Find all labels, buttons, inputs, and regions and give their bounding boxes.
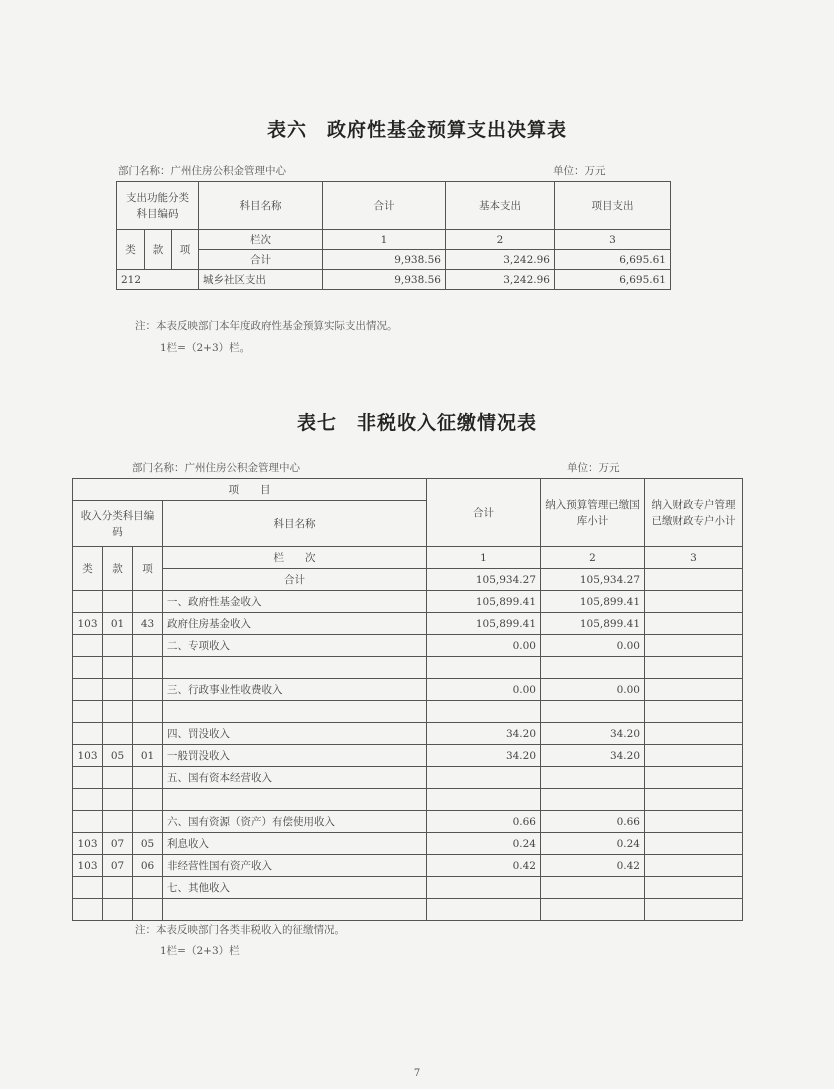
- row-col2: 105,899.41: [541, 591, 645, 613]
- row-name: [163, 789, 427, 811]
- row-total: [427, 701, 541, 723]
- row-col3: [645, 723, 743, 745]
- row-col2: [541, 789, 645, 811]
- row-lei: 103: [73, 855, 103, 877]
- row-xiang: [133, 811, 163, 833]
- row-name: 政府住房基金收入: [163, 613, 427, 635]
- table6-row-code: 212: [117, 270, 199, 290]
- row-col3: [645, 767, 743, 789]
- row-name: 利息收入: [163, 833, 427, 855]
- row-total: 0.24: [427, 833, 541, 855]
- table6-header-name: 科目名称: [199, 182, 323, 230]
- row-col2: 0.00: [541, 635, 645, 657]
- row-kuan: [103, 767, 133, 789]
- row-lei: [73, 723, 103, 745]
- table-row: [73, 767, 743, 789]
- table7-col3: 3: [645, 547, 743, 569]
- table-row: [73, 569, 743, 591]
- row-xiang: [133, 701, 163, 723]
- row-col3: [645, 833, 743, 855]
- table6-row-name: 城乡社区支出: [199, 270, 323, 290]
- table6-sum-row: [117, 250, 671, 270]
- row-name: [163, 899, 427, 921]
- row-name: 合计: [163, 569, 427, 591]
- table7-lanci-label: 栏 次: [163, 547, 427, 569]
- row-total: [427, 877, 541, 899]
- table7-col2: 2: [541, 547, 645, 569]
- table7-lanci-row: [73, 547, 743, 569]
- table6-unit: 单位：万元: [553, 165, 606, 177]
- row-total: [427, 899, 541, 921]
- table6-header-total: 合计: [323, 182, 446, 230]
- row-total: [427, 657, 541, 679]
- row-col2: 0.42: [541, 855, 645, 877]
- table6-sum-project: 6,695.61: [555, 250, 671, 270]
- row-lei: 103: [73, 613, 103, 635]
- row-kuan: [103, 877, 133, 899]
- row-name: 一、政府性基金收入: [163, 591, 427, 613]
- table6-header-row: [117, 182, 671, 230]
- table7-header-name: 科目名称: [163, 501, 427, 547]
- table-row: [73, 877, 743, 899]
- row-col2: 105,899.41: [541, 613, 645, 635]
- row-xiang: [133, 657, 163, 679]
- table7-col1: 1: [427, 547, 541, 569]
- table7-header-code: 收入分类科目编码: [73, 501, 163, 547]
- table6-header-kuan: 款: [145, 230, 172, 270]
- row-kuan: [103, 591, 133, 613]
- table6-title: 表六 政府性基金预算支出决算表: [266, 119, 567, 141]
- table6-row-total: 9,938.56: [323, 270, 446, 290]
- row-kuan: 01: [103, 613, 133, 635]
- row-total: 34.20: [427, 723, 541, 745]
- row-lei: [73, 591, 103, 613]
- table-row: [73, 635, 743, 657]
- table-row: [73, 833, 743, 855]
- table7-header-kuan: 款: [103, 547, 133, 591]
- table6-sum-basic: 3,242.96: [446, 250, 555, 270]
- row-col3: [645, 679, 743, 701]
- table7-note-1: 注：本表反映部门各类非税收入的征缴情况。: [135, 924, 345, 936]
- row-kuan: [103, 657, 133, 679]
- table7-dept-name: 部门名称：广州住房公积金管理中心: [132, 462, 300, 474]
- table-row: [73, 613, 743, 635]
- row-kuan: 07: [103, 833, 133, 855]
- row-xiang: [133, 877, 163, 899]
- row-name: 五、国有资本经营收入: [163, 767, 427, 789]
- row-xiang: 43: [133, 613, 163, 635]
- table7-note-2: 1栏=（2+3）栏: [160, 945, 240, 957]
- row-kuan: [103, 789, 133, 811]
- row-col3: [645, 811, 743, 833]
- table6-header-basic: 基本支出: [446, 182, 555, 230]
- row-name: 一般罚没收入: [163, 745, 427, 767]
- row-col2: 105,934.27: [541, 569, 645, 591]
- table6-col1: 1: [323, 230, 446, 250]
- row-col2: 0.24: [541, 833, 645, 855]
- row-total: 0.66: [427, 811, 541, 833]
- table6-row-basic: 3,242.96: [446, 270, 555, 290]
- table6-col3: 3: [555, 230, 671, 250]
- table6-header-code: 支出功能分类科目编码: [117, 182, 199, 230]
- row-col3: [645, 613, 743, 635]
- row-col3: [645, 701, 743, 723]
- row-name: 七、其他收入: [163, 877, 427, 899]
- table6-lanci-label: 栏次: [199, 230, 323, 250]
- table6-lanci-row: [117, 230, 671, 250]
- row-kuan: 07: [103, 855, 133, 877]
- table7-header-col2: 纳入预算管理已缴国库小计: [541, 479, 645, 547]
- page-number: 7: [413, 1068, 421, 1079]
- table7-header-col3: 纳入财政专户管理已缴财政专户小计: [645, 479, 743, 547]
- table7-header-item: 项 目: [73, 479, 427, 501]
- table7-header-row-1: [73, 479, 743, 501]
- row-col3: [645, 569, 743, 591]
- row-total: 105,899.41: [427, 613, 541, 635]
- row-col3: [645, 635, 743, 657]
- table-row: [73, 745, 743, 767]
- row-total: 34.20: [427, 745, 541, 767]
- table-row: [73, 679, 743, 701]
- table-row: [73, 701, 743, 723]
- row-total: [427, 789, 541, 811]
- row-col2: 34.20: [541, 745, 645, 767]
- row-col2: [541, 701, 645, 723]
- row-lei: [73, 877, 103, 899]
- row-lei: [73, 899, 103, 921]
- row-total: 0.00: [427, 635, 541, 657]
- table6-government-fund-expenditure: [116, 181, 671, 290]
- row-lei: 103: [73, 833, 103, 855]
- row-col2: [541, 767, 645, 789]
- table6-row-project: 6,695.61: [555, 270, 671, 290]
- row-col3: [645, 877, 743, 899]
- row-lei: [73, 811, 103, 833]
- row-name: 非经营性国有资产收入: [163, 855, 427, 877]
- row-lei: [73, 767, 103, 789]
- table6-sum-label: 合计: [199, 250, 323, 270]
- table-row: [73, 723, 743, 745]
- table-row: [73, 899, 743, 921]
- table6-note-1: 注：本表反映部门本年度政府性基金预算实际支出情况。: [135, 320, 398, 332]
- row-xiang: [133, 767, 163, 789]
- table-row: [73, 789, 743, 811]
- row-name: 三、行政事业性收费收入: [163, 679, 427, 701]
- row-name: [163, 701, 427, 723]
- row-col2: [541, 657, 645, 679]
- row-kuan: [103, 811, 133, 833]
- table6-col2: 2: [446, 230, 555, 250]
- row-kuan: 05: [103, 745, 133, 767]
- row-col2: [541, 877, 645, 899]
- row-lei: [73, 679, 103, 701]
- table7-title: 表七 非税收入征缴情况表: [296, 412, 537, 434]
- row-xiang: [133, 899, 163, 921]
- row-kuan: [103, 723, 133, 745]
- row-xiang: 05: [133, 833, 163, 855]
- row-lei: [73, 701, 103, 723]
- row-col3: [645, 745, 743, 767]
- row-col2: 0.66: [541, 811, 645, 833]
- row-col2: 34.20: [541, 723, 645, 745]
- row-xiang: [133, 679, 163, 701]
- row-col2: 0.00: [541, 679, 645, 701]
- row-col3: [645, 657, 743, 679]
- row-col3: [645, 591, 743, 613]
- row-total: 0.42: [427, 855, 541, 877]
- table6-header-lei: 类: [117, 230, 145, 270]
- row-name: 四、罚没收入: [163, 723, 427, 745]
- row-kuan: [103, 701, 133, 723]
- row-xiang: 01: [133, 745, 163, 767]
- row-kuan: [103, 899, 133, 921]
- row-total: 105,899.41: [427, 591, 541, 613]
- row-name: 六、国有资源（资产）有偿使用收入: [163, 811, 427, 833]
- row-kuan: [103, 679, 133, 701]
- table7-header-xiang: 项: [133, 547, 163, 591]
- row-col2: [541, 899, 645, 921]
- table7-nontax-revenue: [72, 478, 743, 921]
- table6-header-xiang: 项: [172, 230, 199, 270]
- row-kuan: [103, 635, 133, 657]
- row-xiang: [133, 635, 163, 657]
- table6-note-2: 1栏=（2+3）栏。: [160, 342, 251, 354]
- table-row: [73, 855, 743, 877]
- table-row: [73, 811, 743, 833]
- row-lei: 103: [73, 745, 103, 767]
- table7-unit: 单位：万元: [567, 462, 620, 474]
- table7-header-total: 合计: [427, 479, 541, 547]
- row-col3: [645, 855, 743, 877]
- row-xiang: 06: [133, 855, 163, 877]
- row-name: 二、专项收入: [163, 635, 427, 657]
- row-total: 0.00: [427, 679, 541, 701]
- row-col3: [645, 789, 743, 811]
- row-xiang: [133, 789, 163, 811]
- table6-header-project: 项目支出: [555, 182, 671, 230]
- row-col3: [645, 899, 743, 921]
- table6-sum-total: 9,938.56: [323, 250, 446, 270]
- row-total: [427, 767, 541, 789]
- table-row: [73, 657, 743, 679]
- table-row: [73, 591, 743, 613]
- row-total: 105,934.27: [427, 569, 541, 591]
- row-lei: [73, 789, 103, 811]
- table7-header-lei: 类: [73, 547, 103, 591]
- row-xiang: [133, 591, 163, 613]
- table6-dept-name: 部门名称：广州住房公积金管理中心: [118, 165, 286, 177]
- row-xiang: [133, 723, 163, 745]
- row-lei: [73, 635, 103, 657]
- row-lei: [73, 657, 103, 679]
- row-name: [163, 657, 427, 679]
- table6-row-212: [117, 270, 671, 290]
